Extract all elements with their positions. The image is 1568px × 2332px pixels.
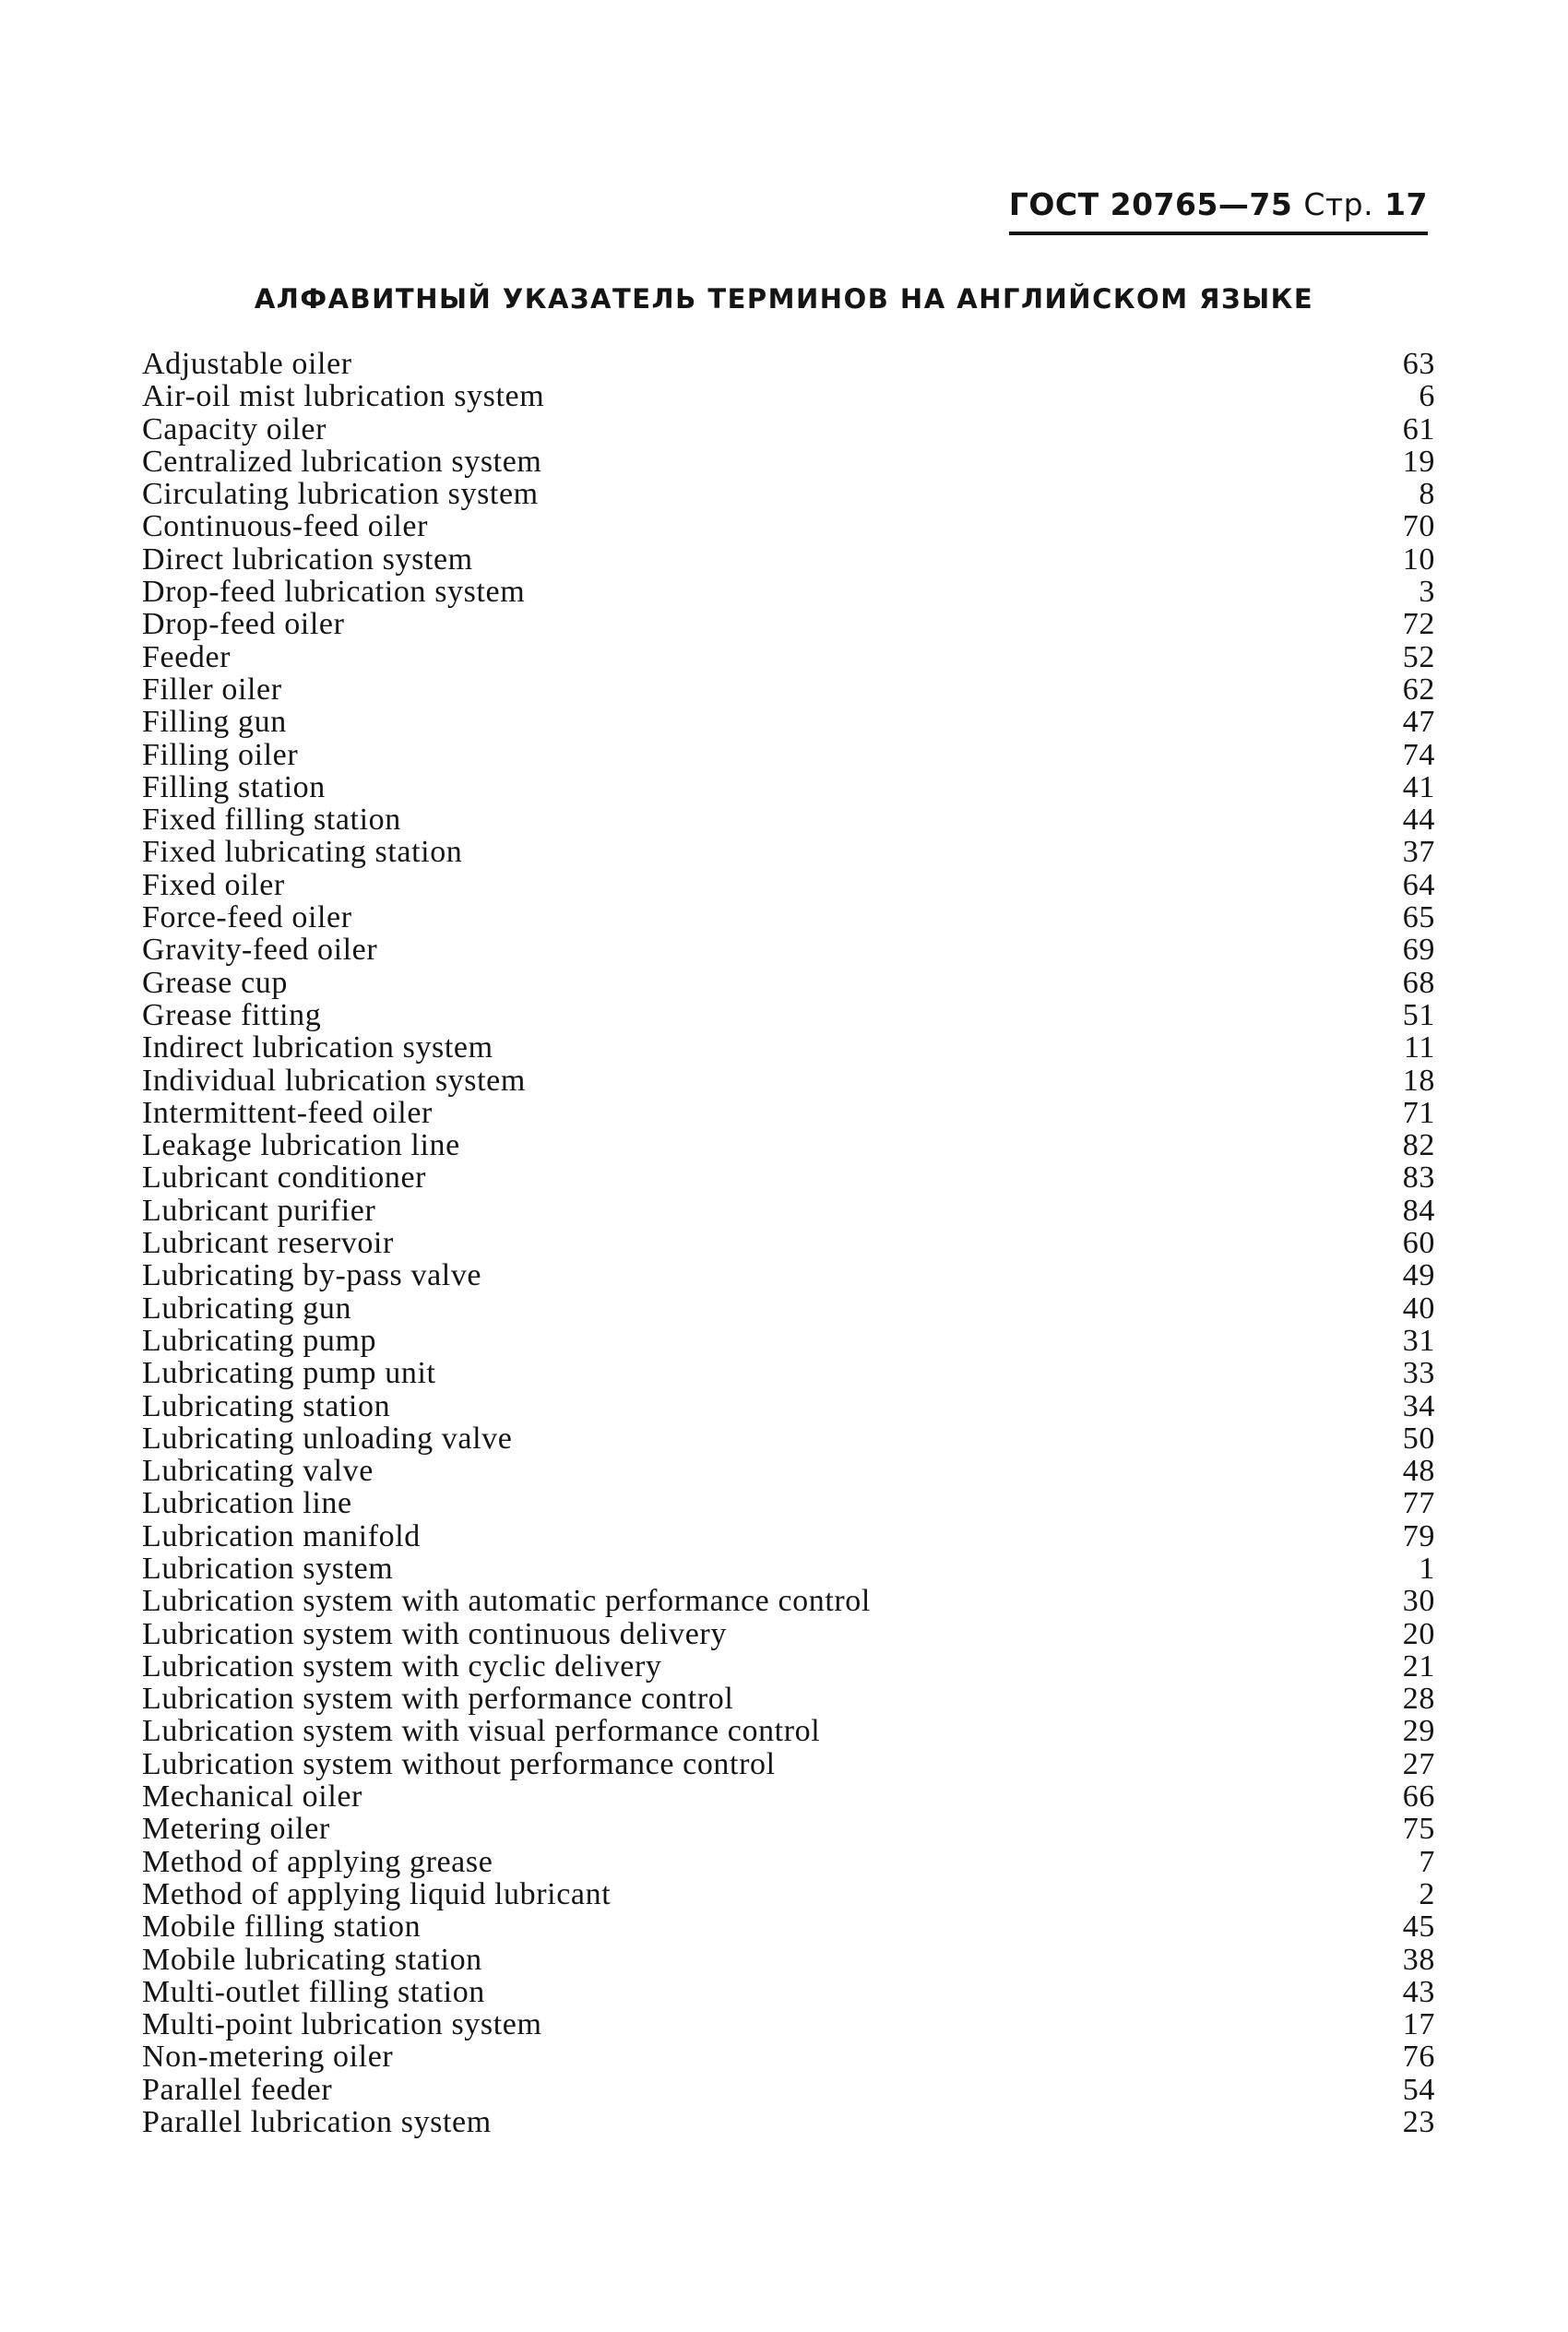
entry-number: 27 — [1402, 1746, 1435, 1781]
entry-number: 50 — [1402, 1421, 1435, 1456]
entry-number: 17 — [1402, 2007, 1435, 2042]
entry-number: 63 — [1402, 347, 1435, 381]
index-entry — [142, 1227, 1435, 1259]
index-entry — [142, 1618, 1435, 1650]
entry-number: 71 — [1402, 1095, 1435, 1130]
index-entry — [142, 2008, 1435, 2040]
entry-number: 38 — [1402, 1942, 1435, 1977]
entry-term: Mobile filling station — [142, 1910, 422, 1944]
entry-term: Lubricating by-pass valve — [142, 1259, 482, 1292]
index-entry — [142, 1910, 1435, 1943]
entry-number: 70 — [1402, 509, 1435, 544]
index-entry — [142, 1846, 1435, 1878]
entry-number: 28 — [1402, 1682, 1435, 1717]
entry-number: 83 — [1402, 1160, 1435, 1196]
index-entry — [142, 836, 1435, 868]
entry-term: Filling station — [142, 770, 326, 804]
index-entry — [142, 1455, 1435, 1487]
entry-term: Continuous-feed oiler — [142, 510, 429, 543]
entry-term: Direct lubrication system — [142, 542, 473, 577]
index-entry — [142, 1031, 1435, 1064]
index-entry — [142, 446, 1435, 478]
index-entry — [142, 803, 1435, 836]
entry-term: Multi-point lubrication system — [142, 2008, 542, 2041]
entry-number: 61 — [1402, 411, 1435, 446]
index-entry — [142, 1195, 1435, 1227]
index-entry — [142, 1650, 1435, 1683]
entry-number: 65 — [1402, 900, 1435, 935]
index-entry — [142, 1097, 1435, 1129]
entry-term: Metering oiler — [142, 1813, 330, 1846]
entry-term: Adjustable oiler — [142, 348, 352, 381]
entry-term: Lubrication system — [142, 1552, 394, 1586]
index-entry — [142, 1325, 1435, 1357]
entry-term: Force-feed oiler — [142, 901, 352, 934]
entry-term: Lubricant purifier — [142, 1194, 376, 1228]
index-entry — [142, 2074, 1435, 2106]
entry-number: 43 — [1402, 1974, 1435, 2009]
index-entry — [142, 1129, 1435, 1161]
entry-term: Air-oil mist lubrication system — [142, 380, 545, 413]
index-entry — [142, 934, 1435, 966]
index-entry — [142, 1585, 1435, 1617]
entry-term: Gravity-feed oiler — [142, 934, 378, 967]
entry-term: Multi-outlet filling station — [142, 1975, 485, 2009]
entry-term: Lubricating pump unit — [142, 1357, 436, 1390]
index-entry — [142, 478, 1435, 510]
entry-term: Grease fitting — [142, 998, 322, 1032]
entry-term: Circulating lubrication system — [142, 478, 539, 511]
entry-number: 48 — [1402, 1454, 1435, 1489]
index-entry — [142, 706, 1435, 738]
entry-number: 45 — [1402, 1910, 1435, 1945]
entry-number: 68 — [1402, 965, 1435, 1000]
term-index-list — [142, 348, 1435, 2138]
entry-number: 7 — [1419, 1844, 1435, 1879]
entry-term: Lubricating unloading valve — [142, 1422, 513, 1456]
entry-number: 60 — [1402, 1226, 1435, 1261]
entry-term: Lubrication system with automatic performance control — [142, 1585, 871, 1618]
entry-term: Lubrication system with cyclic delivery — [142, 1649, 662, 1684]
index-entry — [142, 1878, 1435, 1910]
entry-number: 74 — [1402, 737, 1435, 772]
index-entry — [142, 1553, 1435, 1585]
entry-term: Parallel feeder — [142, 2073, 333, 2107]
index-entry — [142, 1683, 1435, 1715]
index-entry — [142, 999, 1435, 1031]
entry-number: 64 — [1402, 867, 1435, 902]
entry-term: Lubrication system with continuous delivery — [142, 1617, 727, 1650]
index-entry — [142, 1715, 1435, 1747]
entry-number: 1 — [1419, 1551, 1435, 1586]
entry-number: 84 — [1402, 1193, 1435, 1228]
entry-number: 72 — [1402, 607, 1435, 642]
entry-term: Drop-feed oiler — [142, 608, 345, 641]
index-entry — [142, 1292, 1435, 1325]
entry-term: Fixed lubricating station — [142, 836, 463, 869]
entry-number: 44 — [1402, 803, 1435, 838]
entry-number: 75 — [1402, 1812, 1435, 1847]
index-entry — [142, 1748, 1435, 1780]
entry-number: 29 — [1402, 1714, 1435, 1749]
entry-number: 20 — [1402, 1616, 1435, 1651]
entry-term: Filling oiler — [142, 738, 299, 771]
entry-term: Capacity oiler — [142, 412, 327, 446]
entry-number: 47 — [1402, 705, 1435, 740]
entry-number: 41 — [1402, 769, 1435, 804]
entry-number: 3 — [1419, 575, 1435, 610]
entry-term: Lubricating station — [142, 1389, 391, 1422]
index-entry — [142, 1976, 1435, 2008]
entry-term: Individual lubrication system — [142, 1064, 526, 1097]
entry-number: 2 — [1419, 1876, 1435, 1911]
entry-term: Lubrication system with visual performance control — [142, 1715, 821, 1748]
entry-term: Lubricating pump — [142, 1324, 377, 1358]
entry-number: 30 — [1402, 1584, 1435, 1619]
entry-term: Lubrication line — [142, 1487, 352, 1520]
page-label: Стр. — [1303, 186, 1374, 222]
entry-term: Mechanical oiler — [142, 1780, 362, 1814]
standard-number: ГОСТ 20765—75 — [1008, 186, 1293, 222]
index-entry — [142, 901, 1435, 934]
entry-number: 69 — [1402, 933, 1435, 968]
index-entry — [142, 543, 1435, 576]
index-entry — [142, 1065, 1435, 1097]
index-entry — [142, 771, 1435, 803]
entry-term: Fixed filling station — [142, 803, 401, 837]
entry-number: 21 — [1402, 1648, 1435, 1684]
index-entry — [142, 608, 1435, 640]
entry-number: 52 — [1402, 639, 1435, 674]
entry-number: 23 — [1402, 2105, 1435, 2140]
index-entry — [142, 413, 1435, 446]
page-header — [1009, 186, 1428, 235]
entry-term: Mobile lubricating station — [142, 1943, 482, 1976]
entry-term: Centralized lubrication system — [142, 445, 542, 479]
index-entry — [142, 641, 1435, 673]
index-entry — [142, 967, 1435, 999]
index-entry — [142, 1944, 1435, 1976]
index-entry — [142, 1487, 1435, 1519]
entry-number: 54 — [1402, 2072, 1435, 2107]
entry-term: Non-metering oiler — [142, 2040, 394, 2074]
entry-term: Fixed oiler — [142, 868, 285, 902]
index-entry — [142, 1161, 1435, 1194]
entry-term: Leakage lubrication line — [142, 1129, 460, 1162]
entry-number: 77 — [1402, 1486, 1435, 1521]
entry-term: Filling gun — [142, 706, 287, 739]
page-number: 17 — [1384, 186, 1428, 222]
index-entry — [142, 348, 1435, 380]
index-entry — [142, 673, 1435, 706]
entry-number: 76 — [1402, 2040, 1435, 2075]
entry-number: 8 — [1419, 477, 1435, 512]
index-entry — [142, 510, 1435, 542]
entry-number: 18 — [1402, 1063, 1435, 1098]
index-entry — [142, 739, 1435, 771]
entry-number: 19 — [1402, 444, 1435, 479]
index-entry — [142, 869, 1435, 901]
index-entry — [142, 1813, 1435, 1845]
entry-number: 51 — [1402, 997, 1435, 1032]
entry-number: 66 — [1402, 1779, 1435, 1814]
entry-number: 10 — [1402, 541, 1435, 577]
index-entry — [142, 576, 1435, 608]
entry-number: 37 — [1402, 835, 1435, 870]
entry-number: 11 — [1404, 1030, 1435, 1065]
entry-number: 82 — [1402, 1128, 1435, 1163]
index-entry — [142, 1422, 1435, 1455]
entry-term: Intermittent-feed oiler — [142, 1096, 433, 1130]
entry-term: Drop-feed lubrication system — [142, 576, 526, 609]
entry-term: Lubrication system without performance control — [142, 1747, 776, 1781]
entry-term: Indirect lubrication system — [142, 1031, 493, 1065]
entry-term: Feeder — [142, 640, 232, 673]
index-entry — [142, 1259, 1435, 1291]
entry-term: Lubricating valve — [142, 1455, 374, 1488]
index-entry — [142, 1780, 1435, 1813]
entry-number: 62 — [1402, 672, 1435, 707]
entry-number: 34 — [1402, 1388, 1435, 1423]
entry-term: Method of applying liquid lubricant — [142, 1877, 612, 1911]
index-entry — [142, 1390, 1435, 1422]
entry-term: Lubricant conditioner — [142, 1161, 427, 1195]
index-entry — [142, 2106, 1435, 2138]
index-entry — [142, 1520, 1435, 1553]
entry-term: Lubrication system with performance control — [142, 1683, 734, 1716]
entry-number: 49 — [1402, 1258, 1435, 1293]
entry-term: Lubricating gun — [142, 1291, 352, 1325]
entry-term: Method of applying grease — [142, 1845, 493, 1878]
index-title: АЛФАВИТНЫЙ УКАЗАТЕЛЬ ТЕРМИНОВ НА АНГЛИЙСКОМ ЯЗЫКЕ — [254, 283, 1314, 315]
index-entry — [142, 380, 1435, 412]
entry-number: 31 — [1402, 1323, 1435, 1358]
entry-term: Parallel lubrication system — [142, 2106, 492, 2139]
entry-number: 79 — [1402, 1518, 1435, 1553]
entry-number: 40 — [1402, 1291, 1435, 1326]
entry-term: Grease cup — [142, 966, 288, 999]
entry-number: 6 — [1419, 379, 1435, 414]
entry-term: Lubricant reservoir — [142, 1227, 394, 1260]
entry-term: Filler oiler — [142, 672, 282, 707]
index-entry — [142, 2040, 1435, 2073]
index-entry — [142, 1357, 1435, 1389]
entry-term: Lubrication manifold — [142, 1519, 421, 1553]
entry-number: 33 — [1402, 1356, 1435, 1391]
